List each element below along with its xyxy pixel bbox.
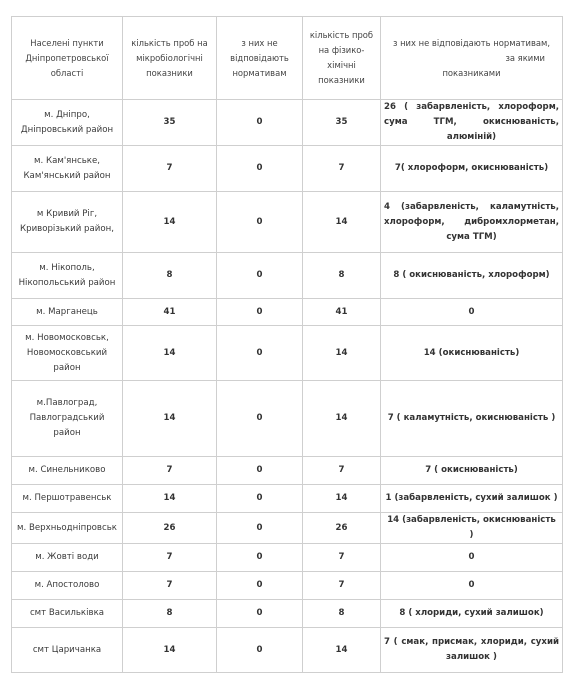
cell-chem-bad: 8 ( окиснюваність, хлороформ): [381, 253, 563, 299]
cell-chem-bad: 0: [381, 544, 563, 572]
cell-chem: 14: [303, 485, 381, 513]
header-micro-samples: кількість проб на мікробіологічні показники: [123, 17, 217, 100]
cell-micro: 7: [123, 544, 217, 572]
table-row: [12, 326, 563, 381]
table-row: [12, 192, 563, 253]
header-chem-samples: кількість проб на фізико-хімічні показники: [303, 17, 381, 100]
cell-chem: 26: [303, 513, 381, 544]
cell-micro: 14: [123, 485, 217, 513]
cell-chem: 8: [303, 253, 381, 299]
cell-chem: 7: [303, 544, 381, 572]
cell-place: м. Верхньодніпровськ: [12, 513, 123, 544]
cell-micro: 7: [123, 146, 217, 192]
cell-chem-bad: 0: [381, 299, 563, 326]
cell-micro-bad: 0: [217, 146, 303, 192]
cell-chem: 14: [303, 192, 381, 253]
cell-micro-bad: 0: [217, 600, 303, 628]
cell-place: смт Царичанка: [12, 628, 123, 673]
table-row: [12, 600, 563, 628]
cell-micro-bad: 0: [217, 485, 303, 513]
table-row: [12, 513, 563, 544]
cell-chem-bad: 7 ( каламутність, окиснюваність ): [381, 381, 563, 457]
cell-chem-bad: 4 (забарвленість, каламутність, хлороформ, дибромхлорметан, сума ТГМ): [381, 192, 563, 253]
header-chem-noncompliant-line3: показниками: [442, 67, 501, 78]
cell-micro-bad: 0: [217, 299, 303, 326]
cell-place: м. Синельниково: [12, 457, 123, 485]
cell-micro-bad: 0: [217, 192, 303, 253]
cell-chem-bad: 14 (забарвленість, окиснюваність ): [381, 513, 563, 544]
header-chem-noncompliant-line1: з них не відповідають нормативам,: [392, 37, 551, 48]
table-row: [12, 572, 563, 600]
header-micro-noncompliant: з них не відповідають нормативам: [217, 17, 303, 100]
table-row: [12, 253, 563, 299]
table-row: [12, 100, 563, 146]
cell-chem-bad: 26 ( забарвленість, хлороформ, сума ТГМ, окиснюваність, алюміній): [381, 100, 563, 146]
table-row: [12, 381, 563, 457]
cell-micro-bad: 0: [217, 381, 303, 457]
cell-chem: 41: [303, 299, 381, 326]
cell-micro-bad: 0: [217, 572, 303, 600]
cell-place: м. Жовті води: [12, 544, 123, 572]
table-row: [12, 457, 563, 485]
table-row: [12, 628, 563, 673]
cell-chem-bad: 7 ( смак, присмак, хлориди, сухий залишок ): [381, 628, 563, 673]
cell-micro: 26: [123, 513, 217, 544]
cell-chem-bad: 8 ( хлориди, сухий залишок): [381, 600, 563, 628]
cell-micro: 14: [123, 628, 217, 673]
cell-chem-bad: 1 (забарвленість, сухий залишок ): [381, 485, 563, 513]
table-row: [12, 146, 563, 192]
cell-chem: 7: [303, 457, 381, 485]
cell-place: м. Нікополь, Нікопольський район: [12, 253, 123, 299]
cell-place: м. Кам'янське, Кам'янський район: [12, 146, 123, 192]
cell-place: м. Новомосковськ, Новомосковський район: [12, 326, 123, 381]
cell-place: м. Дніпро, Дніпровський район: [12, 100, 123, 146]
cell-micro-bad: 0: [217, 628, 303, 673]
water-quality-table: [11, 16, 563, 673]
header-settlements: Населені пункти Дніпропетровської області: [12, 17, 123, 100]
cell-micro-bad: 0: [217, 100, 303, 146]
cell-chem: 14: [303, 326, 381, 381]
cell-micro: 14: [123, 192, 217, 253]
cell-micro: 14: [123, 381, 217, 457]
cell-chem-bad: 7( хлороформ, окиснюваність): [381, 146, 563, 192]
cell-chem-bad: 0: [381, 572, 563, 600]
header-chem-noncompliant-line2: за якими: [505, 52, 545, 63]
cell-chem: 14: [303, 628, 381, 673]
cell-place: м. Апостолово: [12, 572, 123, 600]
cell-chem: 7: [303, 146, 381, 192]
cell-micro-bad: 0: [217, 544, 303, 572]
cell-chem: 14: [303, 381, 381, 457]
table-header-row: [12, 17, 563, 100]
cell-micro: 7: [123, 572, 217, 600]
cell-chem-bad: 7 ( окиснюваність): [381, 457, 563, 485]
cell-place: смт Васильківка: [12, 600, 123, 628]
table-row: [12, 299, 563, 326]
table-row: [12, 485, 563, 513]
table-row: [12, 544, 563, 572]
cell-chem: 7: [303, 572, 381, 600]
cell-micro: 35: [123, 100, 217, 146]
cell-micro: 7: [123, 457, 217, 485]
cell-micro-bad: 0: [217, 457, 303, 485]
cell-micro-bad: 0: [217, 513, 303, 544]
cell-place: м Кривий Ріг, Криворізький район,: [12, 192, 123, 253]
cell-micro: 8: [123, 600, 217, 628]
cell-chem: 8: [303, 600, 381, 628]
cell-micro: 14: [123, 326, 217, 381]
cell-place: м.Павлоград, Павлоградський район: [12, 381, 123, 457]
cell-chem: 35: [303, 100, 381, 146]
cell-place: м. Першотравенськ: [12, 485, 123, 513]
cell-chem-bad: 14 (окиснюваність): [381, 326, 563, 381]
cell-micro-bad: 0: [217, 253, 303, 299]
cell-micro-bad: 0: [217, 326, 303, 381]
cell-place: м. Марганець: [12, 299, 123, 326]
header-chem-noncompliant: [381, 17, 563, 100]
cell-micro: 41: [123, 299, 217, 326]
cell-micro: 8: [123, 253, 217, 299]
